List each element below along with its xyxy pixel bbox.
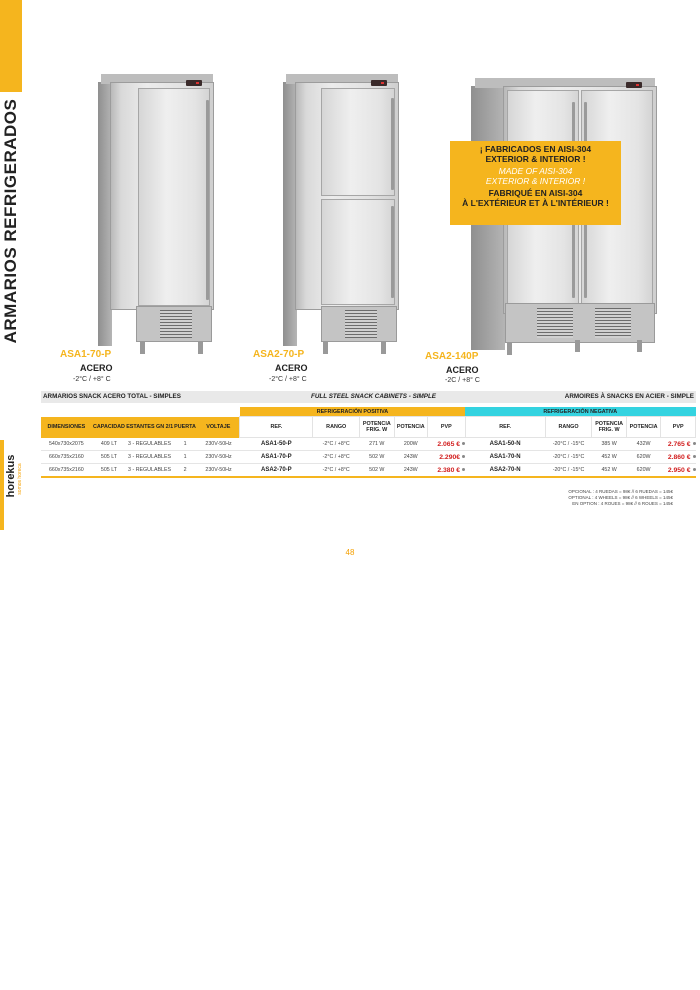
cell-puerta: 1 bbox=[173, 438, 197, 451]
cell-pos-ref: ASA1-50-P bbox=[240, 438, 313, 451]
cell-pos-pvp: 2.290€ bbox=[428, 451, 466, 464]
cell-pos-ref: ASA2-70-P bbox=[240, 464, 313, 477]
brand-block bbox=[0, 440, 22, 530]
col-pvp-neg: PVP bbox=[661, 417, 696, 438]
cell-pos-pot: 243W bbox=[394, 451, 427, 464]
cell-neg-pvp: 2.765 € bbox=[661, 438, 696, 451]
material-badge bbox=[450, 141, 621, 225]
page-number: 48 bbox=[345, 548, 355, 557]
group-positive: REFRIGERACIÓN POSITIVA bbox=[240, 407, 465, 417]
badge-fr-line2: À L'EXTÉRIEUR ET À L'INTÉRIEUR ! bbox=[462, 198, 609, 208]
cell-neg-pot: 432W bbox=[626, 438, 660, 451]
cell-neg-ref: ASA1-70-N bbox=[465, 451, 545, 464]
cell-neg-pvp: 2.950 € bbox=[661, 464, 696, 477]
options-note: OPCIONAL : 4 RUEDAS = 98€ // 6 RUEDAS = 145€ OPTIONAL : 4 WHEELS = 98€ // 6 WHEELS = 145€ EN OPTION : 4 ROUES = 98€ // 6 ROUES = 145€ bbox=[568, 489, 673, 506]
group-negative: REFRIGERACIÓN NEGATIVA bbox=[465, 407, 695, 417]
badge-fr-line1: FABRIQUÉ EN AISI-304 bbox=[488, 188, 583, 198]
brand-logo: horekus bbox=[5, 454, 17, 498]
cell-estantes: 3 - REGULABLES bbox=[126, 438, 173, 451]
product-model: ASA2-140P bbox=[425, 351, 479, 362]
cell-pos-pot: 200W bbox=[394, 438, 427, 451]
col-potencia-pos: POTENCIA bbox=[394, 417, 427, 438]
cell-volt: 230V-50Hz bbox=[197, 451, 240, 464]
col-ref-neg: REF. bbox=[465, 417, 545, 438]
cell-pos-rango: -2°C / +8°C bbox=[313, 464, 360, 477]
product-range: -2°C / +8° C bbox=[269, 376, 307, 383]
col-rango-pos: RANGO bbox=[313, 417, 360, 438]
badge-en-line2: EXTERIOR & INTERIOR ! bbox=[485, 176, 586, 186]
col-voltaje: VOLTAJE bbox=[197, 417, 240, 438]
cell-neg-frig: 385 W bbox=[592, 438, 626, 451]
product-image-asa2-70-p bbox=[283, 74, 401, 356]
badge-en-line1: MADE OF AISI-304 bbox=[498, 166, 573, 176]
col-estantes: ESTANTES GN 2/1 bbox=[126, 417, 173, 438]
product-material: ACERO bbox=[80, 363, 113, 373]
product-range: -2°C / +8° C bbox=[73, 376, 111, 383]
product-image-asa1-70-p bbox=[98, 74, 216, 356]
table-bottom-rule bbox=[41, 476, 696, 478]
table-title-row bbox=[41, 391, 696, 403]
cell-neg-pvp: 2.860 € bbox=[661, 451, 696, 464]
spec-table bbox=[41, 407, 696, 477]
cell-estantes: 3 - REGULABLES bbox=[126, 464, 173, 477]
cell-pos-frig: 502 W bbox=[360, 451, 394, 464]
brand-bar bbox=[0, 440, 4, 530]
cell-puerta: 1 bbox=[173, 451, 197, 464]
cell-dim: 540x730x2075 bbox=[41, 438, 92, 451]
cell-volt: 230V-50Hz bbox=[197, 438, 240, 451]
cell-neg-ref: ASA2-70-N bbox=[465, 464, 545, 477]
cell-cap: 505 LT bbox=[92, 464, 126, 477]
col-potencia-frig-neg: POTENCIA FRIG. W bbox=[592, 417, 626, 438]
table-row bbox=[41, 451, 696, 464]
section-title: ARMARIOS REFRIGERADOS bbox=[1, 98, 20, 344]
product-range: -2C / +8° C bbox=[445, 377, 480, 384]
product-model: ASA1-70-P bbox=[60, 349, 112, 360]
brand-tagline: somos horeca bbox=[17, 463, 23, 495]
cell-neg-frig: 452 W bbox=[592, 451, 626, 464]
cell-estantes: 3 - REGULABLES bbox=[126, 451, 173, 464]
cell-neg-frig: 452 W bbox=[592, 464, 626, 477]
price-dot-icon bbox=[462, 455, 465, 458]
cell-pos-frig: 502 W bbox=[360, 464, 394, 477]
cell-neg-pot: 620W bbox=[626, 451, 660, 464]
table-title-es: ARMARIOS SNACK ACERO TOTAL - SIMPLES bbox=[43, 393, 181, 400]
table-title-fr: ARMOIRES À SNACKS EN ACIER - SIMPLE bbox=[564, 393, 694, 400]
col-potencia-frig-pos: POTENCIA FRIG. W bbox=[360, 417, 394, 438]
product-material: ACERO bbox=[446, 365, 479, 375]
cell-cap: 505 LT bbox=[92, 451, 126, 464]
price-dot-icon bbox=[693, 455, 696, 458]
cell-pos-ref: ASA1-70-P bbox=[240, 451, 313, 464]
col-ref-pos: REF. bbox=[240, 417, 313, 438]
cell-neg-rango: -20°C / -15°C bbox=[545, 464, 592, 477]
badge-es-line1: ¡ FABRICADOS EN AISI-304 bbox=[479, 144, 592, 154]
col-puerta: PUERTA bbox=[173, 417, 197, 438]
product-model: ASA2-70-P bbox=[253, 349, 305, 360]
cell-volt: 230V-50Hz bbox=[197, 464, 240, 477]
cell-pos-rango: -2°C / +8°C bbox=[313, 438, 360, 451]
table-row bbox=[41, 438, 696, 451]
cell-cap: 409 LT bbox=[92, 438, 126, 451]
table-title-en: FULL STEEL SNACK CABINETS - SIMPLE bbox=[311, 393, 437, 400]
price-dot-icon bbox=[462, 468, 465, 471]
cell-neg-rango: -20°C / -15°C bbox=[545, 438, 592, 451]
product-material: ACERO bbox=[275, 363, 308, 373]
side-tab bbox=[0, 0, 22, 92]
table-row bbox=[41, 464, 696, 477]
col-pvp-pos: PVP bbox=[428, 417, 466, 438]
cell-pos-rango: -2°C / +8°C bbox=[313, 451, 360, 464]
price-dot-icon bbox=[693, 468, 696, 471]
cell-dim: 660x735x2160 bbox=[41, 464, 92, 477]
price-dot-icon bbox=[693, 442, 696, 445]
col-potencia-neg: POTENCIA bbox=[626, 417, 660, 438]
cell-dim: 660x735x2160 bbox=[41, 451, 92, 464]
price-dot-icon bbox=[462, 442, 465, 445]
cell-neg-ref: ASA1-50-N bbox=[465, 438, 545, 451]
col-rango-neg: RANGO bbox=[545, 417, 592, 438]
col-dimensiones: DIMENSIONES bbox=[41, 417, 92, 438]
badge-es-line2: EXTERIOR & INTERIOR ! bbox=[485, 154, 586, 164]
cell-pos-pot: 243W bbox=[394, 464, 427, 477]
cell-pos-pvp: 2.380 € bbox=[428, 464, 466, 477]
cell-neg-rango: -20°C / -15°C bbox=[545, 451, 592, 464]
col-capacidad: CAPACIDAD bbox=[92, 417, 126, 438]
cell-pos-pvp: 2.065 € bbox=[428, 438, 466, 451]
cell-pos-frig: 271 W bbox=[360, 438, 394, 451]
cell-puerta: 2 bbox=[173, 464, 197, 477]
cell-neg-pot: 620W bbox=[626, 464, 660, 477]
